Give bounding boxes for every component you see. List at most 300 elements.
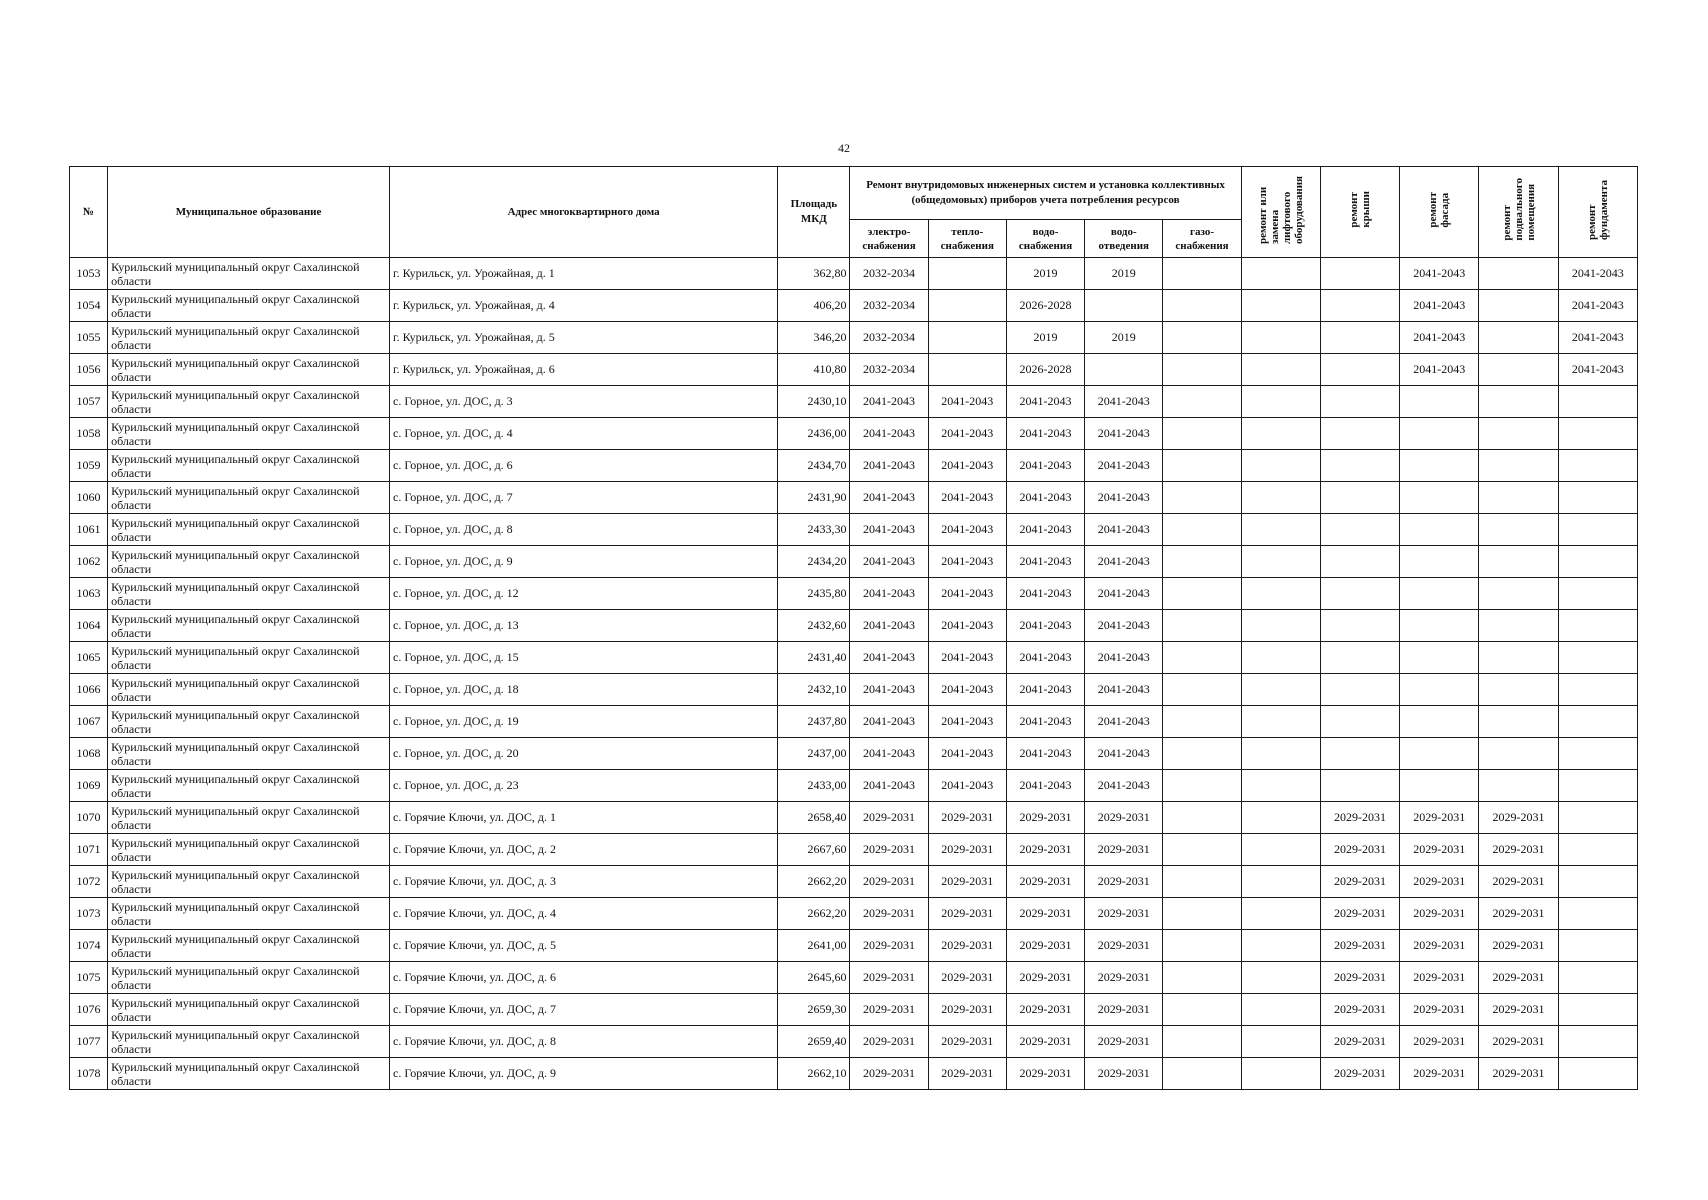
table-row <box>70 354 1638 386</box>
row-area: 2433,00 <box>778 770 850 802</box>
row-lift <box>1241 610 1320 642</box>
row-gas <box>1163 546 1241 578</box>
table-row <box>70 322 1638 354</box>
row-basement <box>1479 514 1558 546</box>
row-foundation <box>1558 962 1637 994</box>
row-foundation <box>1558 834 1637 866</box>
row-area: 2437,80 <box>778 706 850 738</box>
row-roof <box>1320 418 1399 450</box>
row-water-drainage: 2029-2031 <box>1085 834 1163 866</box>
row-gas <box>1163 642 1241 674</box>
row-lift <box>1241 290 1320 322</box>
row-water-supply: 2029-2031 <box>1006 962 1084 994</box>
row-number: 1062 <box>70 546 108 578</box>
row-address: г. Курильск, ул. Урожайная, д. 5 <box>390 322 778 354</box>
row-electricity: 2041-2043 <box>850 546 928 578</box>
row-foundation <box>1558 610 1637 642</box>
row-basement <box>1479 354 1558 386</box>
row-area: 2436,00 <box>778 418 850 450</box>
row-electricity: 2041-2043 <box>850 386 928 418</box>
row-water-drainage: 2041-2043 <box>1085 482 1163 514</box>
row-address: г. Курильск, ул. Урожайная, д. 6 <box>390 354 778 386</box>
row-water-supply: 2019 <box>1006 322 1084 354</box>
row-facade: 2041-2043 <box>1400 258 1479 290</box>
row-address: г. Курильск, ул. Урожайная, д. 4 <box>390 290 778 322</box>
table-row <box>70 450 1638 482</box>
row-gas <box>1163 322 1241 354</box>
table-row <box>70 834 1638 866</box>
row-basement: 2029-2031 <box>1479 1058 1558 1090</box>
row-water-supply: 2041-2043 <box>1006 514 1084 546</box>
row-gas <box>1163 1058 1241 1090</box>
table-row <box>70 546 1638 578</box>
row-basement <box>1479 386 1558 418</box>
row-water-supply: 2029-2031 <box>1006 802 1084 834</box>
row-gas <box>1163 674 1241 706</box>
row-number: 1075 <box>70 962 108 994</box>
row-basement: 2029-2031 <box>1479 898 1558 930</box>
row-basement <box>1479 322 1558 354</box>
row-area: 2434,70 <box>778 450 850 482</box>
row-gas <box>1163 258 1241 290</box>
row-water-drainage: 2029-2031 <box>1085 866 1163 898</box>
row-facade <box>1400 450 1479 482</box>
row-electricity: 2041-2043 <box>850 770 928 802</box>
table-row <box>70 610 1638 642</box>
row-basement: 2029-2031 <box>1479 834 1558 866</box>
row-roof <box>1320 674 1399 706</box>
row-roof <box>1320 354 1399 386</box>
row-municipality: Курильский муниципальный округ Сахалинской области <box>108 770 390 802</box>
row-facade: 2029-2031 <box>1400 1026 1479 1058</box>
row-lift <box>1241 706 1320 738</box>
row-heating: 2029-2031 <box>928 930 1006 962</box>
table-row <box>70 802 1638 834</box>
row-heating: 2041-2043 <box>928 386 1006 418</box>
row-water-supply: 2041-2043 <box>1006 610 1084 642</box>
row-basement <box>1479 258 1558 290</box>
row-water-drainage: 2041-2043 <box>1085 770 1163 802</box>
row-basement <box>1479 482 1558 514</box>
row-heating: 2029-2031 <box>928 898 1006 930</box>
header-facade <box>1400 167 1479 258</box>
row-roof <box>1320 258 1399 290</box>
row-foundation <box>1558 866 1637 898</box>
row-basement <box>1479 706 1558 738</box>
row-number: 1072 <box>70 866 108 898</box>
row-heating: 2041-2043 <box>928 482 1006 514</box>
row-lift <box>1241 482 1320 514</box>
row-facade: 2029-2031 <box>1400 898 1479 930</box>
row-facade <box>1400 770 1479 802</box>
row-heating: 2029-2031 <box>928 962 1006 994</box>
row-municipality: Курильский муниципальный округ Сахалинской области <box>108 962 390 994</box>
row-foundation: 2041-2043 <box>1558 258 1637 290</box>
row-water-drainage: 2029-2031 <box>1085 962 1163 994</box>
header-num: № <box>70 167 108 258</box>
row-foundation: 2041-2043 <box>1558 290 1637 322</box>
row-facade <box>1400 642 1479 674</box>
row-area: 2432,10 <box>778 674 850 706</box>
row-number: 1070 <box>70 802 108 834</box>
row-water-supply: 2029-2031 <box>1006 930 1084 962</box>
table-row <box>70 418 1638 450</box>
row-basement: 2029-2031 <box>1479 866 1558 898</box>
row-water-supply: 2041-2043 <box>1006 450 1084 482</box>
row-water-supply: 2029-2031 <box>1006 994 1084 1026</box>
row-area: 2658,40 <box>778 802 850 834</box>
table-row <box>70 482 1638 514</box>
row-area: 2641,00 <box>778 930 850 962</box>
row-lift <box>1241 738 1320 770</box>
header-water-drainage: водо- отведения <box>1085 220 1163 258</box>
table-body <box>70 258 1638 1090</box>
row-foundation <box>1558 770 1637 802</box>
row-lift <box>1241 514 1320 546</box>
row-area: 346,20 <box>778 322 850 354</box>
row-electricity: 2041-2043 <box>850 706 928 738</box>
row-heating: 2041-2043 <box>928 770 1006 802</box>
row-roof <box>1320 482 1399 514</box>
table-header <box>70 167 1638 258</box>
row-foundation <box>1558 994 1637 1026</box>
header-area: Площадь МКД <box>778 167 850 258</box>
row-area: 2662,20 <box>778 898 850 930</box>
row-roof: 2029-2031 <box>1320 1058 1399 1090</box>
row-electricity: 2041-2043 <box>850 450 928 482</box>
row-address: с. Горячие Ключи, ул. ДОС, д. 2 <box>390 834 778 866</box>
row-address: с. Горячие Ключи, ул. ДОС, д. 4 <box>390 898 778 930</box>
table-row <box>70 386 1638 418</box>
row-address: с. Горное, ул. ДОС, д. 4 <box>390 418 778 450</box>
row-water-drainage: 2029-2031 <box>1085 1058 1163 1090</box>
header-lift <box>1241 167 1320 258</box>
row-facade: 2029-2031 <box>1400 994 1479 1026</box>
row-heating: 2041-2043 <box>928 450 1006 482</box>
row-gas <box>1163 770 1241 802</box>
row-gas <box>1163 290 1241 322</box>
row-number: 1059 <box>70 450 108 482</box>
table-row <box>70 898 1638 930</box>
row-lift <box>1241 674 1320 706</box>
row-water-supply: 2041-2043 <box>1006 642 1084 674</box>
row-basement: 2029-2031 <box>1479 962 1558 994</box>
row-water-drainage: 2041-2043 <box>1085 610 1163 642</box>
table-row <box>70 706 1638 738</box>
row-electricity: 2041-2043 <box>850 674 928 706</box>
row-electricity: 2041-2043 <box>850 642 928 674</box>
row-basement: 2029-2031 <box>1479 930 1558 962</box>
row-municipality: Курильский муниципальный округ Сахалинской области <box>108 834 390 866</box>
row-address: с. Горячие Ключи, ул. ДОС, д. 1 <box>390 802 778 834</box>
row-lift <box>1241 930 1320 962</box>
row-electricity: 2029-2031 <box>850 962 928 994</box>
row-facade <box>1400 706 1479 738</box>
row-water-drainage: 2041-2043 <box>1085 546 1163 578</box>
row-municipality: Курильский муниципальный округ Сахалинской области <box>108 610 390 642</box>
row-number: 1074 <box>70 930 108 962</box>
row-foundation <box>1558 930 1637 962</box>
row-water-supply: 2026-2028 <box>1006 354 1084 386</box>
row-roof <box>1320 642 1399 674</box>
row-electricity: 2029-2031 <box>850 866 928 898</box>
row-address: с. Горное, ул. ДОС, д. 19 <box>390 706 778 738</box>
row-lift <box>1241 386 1320 418</box>
header-roof-text: ремонт крыши <box>1348 191 1372 228</box>
page-number: 42 <box>838 141 850 155</box>
row-area: 2659,30 <box>778 994 850 1026</box>
row-foundation <box>1558 1058 1637 1090</box>
row-municipality: Курильский муниципальный округ Сахалинской области <box>108 930 390 962</box>
row-address: с. Горное, ул. ДОС, д. 20 <box>390 738 778 770</box>
row-roof <box>1320 706 1399 738</box>
row-facade <box>1400 482 1479 514</box>
row-number: 1053 <box>70 258 108 290</box>
row-basement <box>1479 738 1558 770</box>
row-facade: 2029-2031 <box>1400 930 1479 962</box>
row-facade: 2029-2031 <box>1400 962 1479 994</box>
row-number: 1063 <box>70 578 108 610</box>
row-basement <box>1479 546 1558 578</box>
row-water-supply: 2029-2031 <box>1006 834 1084 866</box>
row-number: 1057 <box>70 386 108 418</box>
row-facade: 2041-2043 <box>1400 322 1479 354</box>
row-basement <box>1479 642 1558 674</box>
row-address: с. Горное, ул. ДОС, д. 6 <box>390 450 778 482</box>
row-municipality: Курильский муниципальный округ Сахалинской области <box>108 450 390 482</box>
row-electricity: 2041-2043 <box>850 418 928 450</box>
header-gas: газо- снабжения <box>1163 220 1241 258</box>
row-address: с. Горячие Ключи, ул. ДОС, д. 8 <box>390 1026 778 1058</box>
row-lift <box>1241 258 1320 290</box>
row-area: 362,80 <box>778 258 850 290</box>
row-municipality: Курильский муниципальный округ Сахалинской области <box>108 322 390 354</box>
row-facade: 2041-2043 <box>1400 354 1479 386</box>
row-foundation <box>1558 706 1637 738</box>
row-lift <box>1241 450 1320 482</box>
header-roof <box>1320 167 1399 258</box>
row-municipality: Курильский муниципальный округ Сахалинской области <box>108 258 390 290</box>
row-area: 2662,10 <box>778 1058 850 1090</box>
row-roof: 2029-2031 <box>1320 898 1399 930</box>
row-facade <box>1400 674 1479 706</box>
row-number: 1069 <box>70 770 108 802</box>
row-water-drainage: 2029-2031 <box>1085 1026 1163 1058</box>
row-address: с. Горное, ул. ДОС, д. 23 <box>390 770 778 802</box>
row-foundation <box>1558 514 1637 546</box>
row-gas <box>1163 706 1241 738</box>
row-gas <box>1163 418 1241 450</box>
row-lift <box>1241 898 1320 930</box>
row-number: 1068 <box>70 738 108 770</box>
row-number: 1066 <box>70 674 108 706</box>
row-lift <box>1241 642 1320 674</box>
row-water-supply: 2041-2043 <box>1006 738 1084 770</box>
row-heating: 2041-2043 <box>928 642 1006 674</box>
row-water-drainage: 2029-2031 <box>1085 898 1163 930</box>
row-address: с. Горное, ул. ДОС, д. 8 <box>390 514 778 546</box>
row-area: 2659,40 <box>778 1026 850 1058</box>
row-foundation <box>1558 898 1637 930</box>
row-lift <box>1241 1026 1320 1058</box>
row-heating: 2029-2031 <box>928 834 1006 866</box>
row-municipality: Курильский муниципальный округ Сахалинской области <box>108 514 390 546</box>
row-heating: 2041-2043 <box>928 674 1006 706</box>
header-engineering-systems: Ремонт внутридомовых инженерных систем и установка коллективных (общедомовых) приборов учета потребления ресурсов <box>850 167 1241 220</box>
table-row <box>70 930 1638 962</box>
row-address: с. Горное, ул. ДОС, д. 3 <box>390 386 778 418</box>
row-area: 2667,60 <box>778 834 850 866</box>
row-water-drainage: 2041-2043 <box>1085 418 1163 450</box>
row-roof: 2029-2031 <box>1320 930 1399 962</box>
table-row <box>70 866 1638 898</box>
row-roof <box>1320 290 1399 322</box>
row-electricity: 2029-2031 <box>850 930 928 962</box>
row-foundation <box>1558 802 1637 834</box>
row-foundation: 2041-2043 <box>1558 322 1637 354</box>
header-heating: тепло- снабжения <box>928 220 1006 258</box>
row-electricity: 2041-2043 <box>850 738 928 770</box>
row-water-drainage: 2019 <box>1085 322 1163 354</box>
row-lift <box>1241 866 1320 898</box>
row-basement <box>1479 674 1558 706</box>
row-gas <box>1163 1026 1241 1058</box>
row-address: с. Горное, ул. ДОС, д. 13 <box>390 610 778 642</box>
row-facade: 2029-2031 <box>1400 1058 1479 1090</box>
row-facade <box>1400 546 1479 578</box>
table-row <box>70 258 1638 290</box>
row-address: с. Горное, ул. ДОС, д. 15 <box>390 642 778 674</box>
row-water-drainage: 2041-2043 <box>1085 642 1163 674</box>
row-heating: 2029-2031 <box>928 802 1006 834</box>
row-foundation <box>1558 642 1637 674</box>
row-basement <box>1479 418 1558 450</box>
row-municipality: Курильский муниципальный округ Сахалинской области <box>108 546 390 578</box>
row-municipality: Курильский муниципальный округ Сахалинской области <box>108 802 390 834</box>
row-heating: 2041-2043 <box>928 738 1006 770</box>
row-municipality: Курильский муниципальный округ Сахалинской области <box>108 578 390 610</box>
row-roof: 2029-2031 <box>1320 866 1399 898</box>
row-gas <box>1163 802 1241 834</box>
repair-schedule-table <box>69 166 1638 1090</box>
row-facade <box>1400 514 1479 546</box>
row-facade <box>1400 578 1479 610</box>
row-basement <box>1479 290 1558 322</box>
row-water-supply: 2029-2031 <box>1006 898 1084 930</box>
row-roof <box>1320 514 1399 546</box>
row-heating <box>928 290 1006 322</box>
row-number: 1064 <box>70 610 108 642</box>
row-lift <box>1241 322 1320 354</box>
row-electricity: 2032-2034 <box>850 322 928 354</box>
row-water-drainage <box>1085 290 1163 322</box>
row-water-drainage: 2041-2043 <box>1085 386 1163 418</box>
row-gas <box>1163 930 1241 962</box>
row-foundation <box>1558 738 1637 770</box>
table-row <box>70 674 1638 706</box>
row-number: 1071 <box>70 834 108 866</box>
row-lift <box>1241 546 1320 578</box>
table-row <box>70 1026 1638 1058</box>
row-roof <box>1320 738 1399 770</box>
row-municipality: Курильский муниципальный округ Сахалинской области <box>108 994 390 1026</box>
row-roof <box>1320 450 1399 482</box>
header-foundation-text: ремонт фундамента <box>1585 179 1610 240</box>
row-water-drainage: 2019 <box>1085 258 1163 290</box>
table-row <box>70 290 1638 322</box>
row-water-supply: 2041-2043 <box>1006 706 1084 738</box>
row-area: 2434,20 <box>778 546 850 578</box>
row-electricity: 2029-2031 <box>850 1026 928 1058</box>
row-number: 1056 <box>70 354 108 386</box>
row-facade: 2041-2043 <box>1400 290 1479 322</box>
row-lift <box>1241 354 1320 386</box>
row-address: с. Горячие Ключи, ул. ДОС, д. 6 <box>390 962 778 994</box>
row-electricity: 2029-2031 <box>850 1058 928 1090</box>
row-roof: 2029-2031 <box>1320 994 1399 1026</box>
row-water-drainage: 2041-2043 <box>1085 514 1163 546</box>
row-roof <box>1320 610 1399 642</box>
row-heating: 2029-2031 <box>928 866 1006 898</box>
row-facade <box>1400 610 1479 642</box>
row-heating: 2041-2043 <box>928 578 1006 610</box>
row-number: 1061 <box>70 514 108 546</box>
row-municipality: Курильский муниципальный округ Сахалинской области <box>108 1058 390 1090</box>
row-gas <box>1163 354 1241 386</box>
row-municipality: Курильский муниципальный округ Сахалинской области <box>108 386 390 418</box>
row-roof: 2029-2031 <box>1320 1026 1399 1058</box>
row-gas <box>1163 450 1241 482</box>
row-roof: 2029-2031 <box>1320 802 1399 834</box>
row-address: с. Горячие Ключи, ул. ДОС, д. 9 <box>390 1058 778 1090</box>
table-row <box>70 642 1638 674</box>
header-municipality: Муниципальное образование <box>108 167 390 258</box>
row-foundation <box>1558 418 1637 450</box>
row-area: 2430,10 <box>778 386 850 418</box>
row-foundation <box>1558 674 1637 706</box>
row-area: 2431,40 <box>778 642 850 674</box>
table-row <box>70 770 1638 802</box>
row-area: 410,80 <box>778 354 850 386</box>
header-address: Адрес многоквартирного дома <box>390 167 778 258</box>
row-number: 1073 <box>70 898 108 930</box>
row-roof: 2029-2031 <box>1320 834 1399 866</box>
row-area: 2432,60 <box>778 610 850 642</box>
row-water-drainage: 2041-2043 <box>1085 738 1163 770</box>
row-roof: 2029-2031 <box>1320 962 1399 994</box>
table-row <box>70 738 1638 770</box>
row-gas <box>1163 578 1241 610</box>
row-facade: 2029-2031 <box>1400 866 1479 898</box>
row-basement: 2029-2031 <box>1479 994 1558 1026</box>
row-roof <box>1320 322 1399 354</box>
header-basement <box>1479 167 1558 258</box>
row-address: с. Горное, ул. ДОС, д. 18 <box>390 674 778 706</box>
header-basement-text: ремонт подвального помещения <box>1500 178 1537 241</box>
row-water-drainage: 2029-2031 <box>1085 994 1163 1026</box>
row-area: 2431,90 <box>778 482 850 514</box>
row-area: 2645,60 <box>778 962 850 994</box>
row-gas <box>1163 482 1241 514</box>
row-electricity: 2029-2031 <box>850 802 928 834</box>
table-row <box>70 578 1638 610</box>
row-water-supply: 2019 <box>1006 258 1084 290</box>
row-water-supply: 2041-2043 <box>1006 418 1084 450</box>
row-facade <box>1400 738 1479 770</box>
row-gas <box>1163 514 1241 546</box>
header-foundation <box>1558 167 1637 258</box>
row-water-supply: 2041-2043 <box>1006 578 1084 610</box>
